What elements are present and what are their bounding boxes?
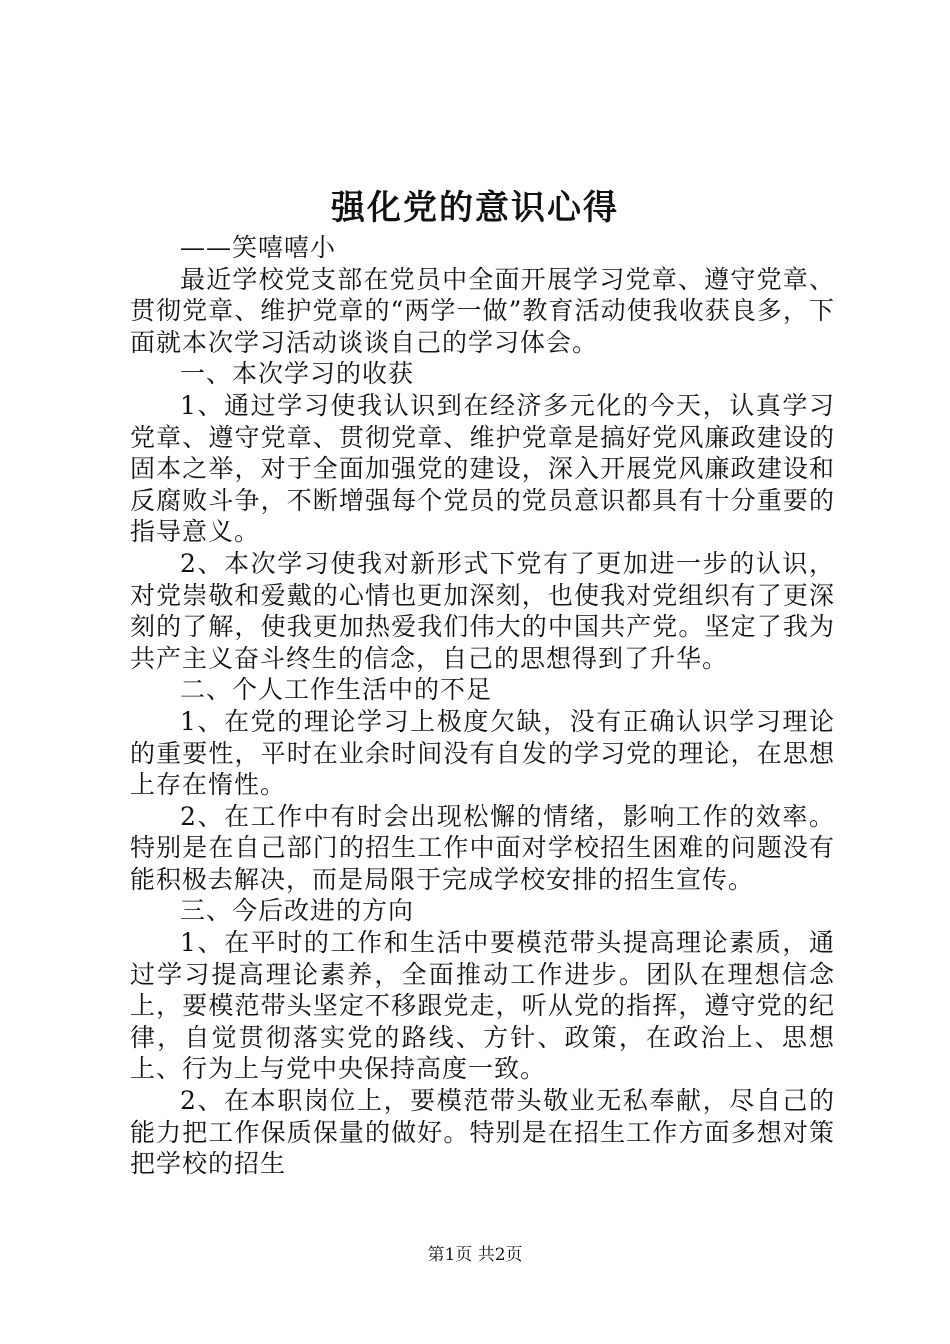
page-footer: 第1页 共2页 <box>427 1245 523 1265</box>
section-heading-shortcomings: 二、个人工作生活中的不足 <box>180 675 493 705</box>
paragraph-shortcoming-1: 1、在党的理论学习上极度欠缺，没有正确认识学习理论的重要性，平时在业余时间没有自发的学习党的理论，在思想上存在惰性。 <box>130 706 835 800</box>
paragraph-gain-2: 2、本次学习使我对新形式下党有了更加进一步的认识，对党崇敬和爱戴的心情也更加深刻，也使我对党组织有了更深刻的了解，使我更加热爱我们伟大的中国共产党。坚定了我为共产主义奋斗终生的信念，自己的思想得到了升华。 <box>130 548 835 673</box>
paragraph-improvement-2: 2、在本职岗位上，要模范带头敬业无私奉献，尽自己的能力把工作保质保量的做好。特别是在招生工作方面多想对策把学校的招生 <box>130 1086 835 1179</box>
paragraph-improvement-1: 1、在平时的工作和生活中要模范带头提高理论素质，通过学习提高理论素养，全面推动工作进步。团队在理想信念上，要模范带头坚定不移跟党走，听从党的指挥，遵守党的纪律，自觉贯彻落实党的路线、方针、政策，在政治上、思想上、行为上与党中央保持高度一致。 <box>130 928 835 1084</box>
section-heading-gains: 一、本次学习的收获 <box>180 359 415 389</box>
document-body <box>130 232 835 1180</box>
paragraph-intro: 最近学校党支部在党员中全面开展学习党章、遵守党章、贯彻党章、维护党章的“两学一做”教育活动使我收获良多，下面就本次学习活动谈谈自己的学习体会。 <box>130 264 835 357</box>
document-title: 强化党的意识心得 <box>331 188 619 228</box>
section-heading-improvements: 三、今后改进的方向 <box>180 896 415 926</box>
paragraph-gain-1: 1、通过学习使我认识到在经济多元化的今天，认真学习党章、遵守党章、贯彻党章、维护党章是搞好党风廉政建设的固本之举，对于全面加强党的建设，深入开展党风廉政建设和反腐败斗争，不断增强每个党员的党员意识都具有十分重要的指导意义。 <box>130 390 835 547</box>
paragraph-shortcoming-2: 2、在工作中有时会出现松懈的情绪，影响工作的效率。特别是在自己部门的招生工作中面对学校招生困难的问题没有能积极去解决，而是局限于完成学校安排的招生宣传。 <box>130 801 835 894</box>
author-line: ——笑嘻嘻小 <box>180 233 337 262</box>
